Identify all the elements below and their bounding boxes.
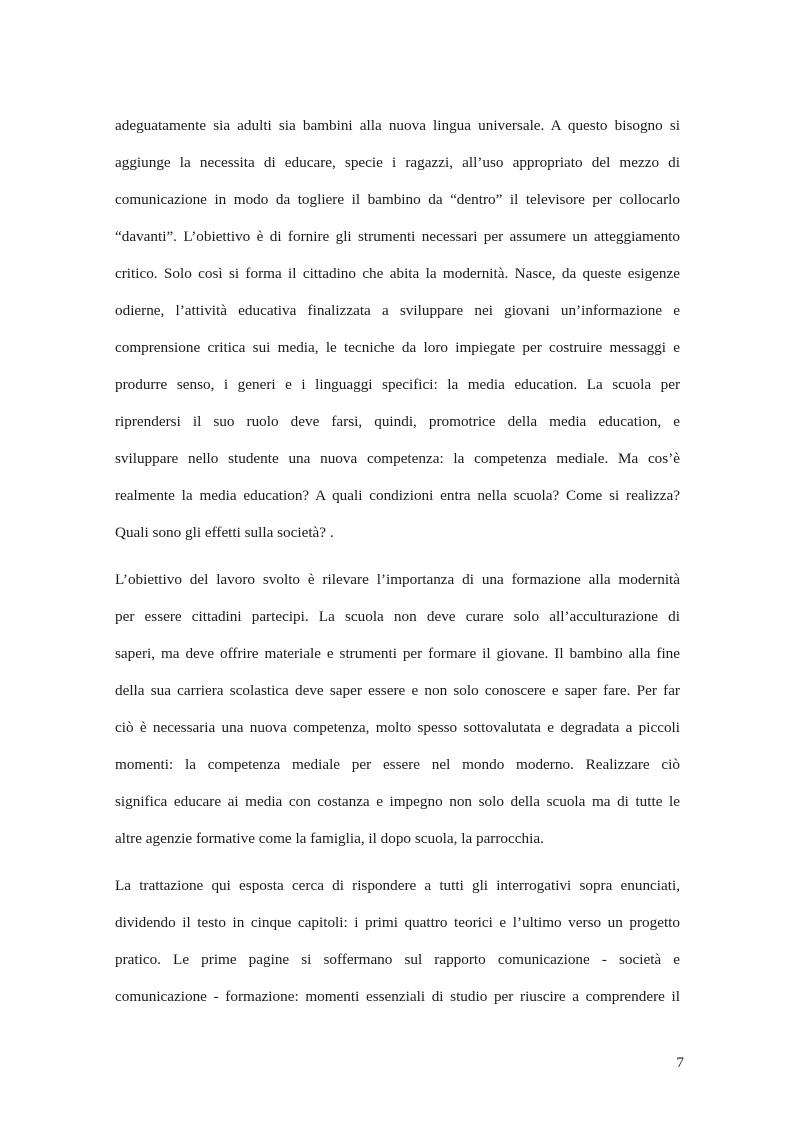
text-line: momenti: la competenza mediale per essere nel mondo moderno. Realizzare ciò <box>115 756 680 773</box>
paragraph-2 <box>115 561 680 857</box>
text-line: La trattazione qui esposta cerca di rispondere a tutti gli interrogativi sopra enunciati, <box>115 877 680 894</box>
paragraph-1 <box>115 107 680 551</box>
text-line: odierne, l’attività educativa finalizzata a sviluppare nei giovani un’informazione e <box>115 302 680 319</box>
page-body <box>115 107 680 1015</box>
text-line: aggiunge la necessita di educare, specie i ragazzi, all’uso appropriato del mezzo di <box>115 154 680 171</box>
text-line: adeguatamente sia adulti sia bambini alla nuova lingua universale. A questo bisogno si <box>115 117 680 134</box>
text-line: altre agenzie formative come la famiglia, il dopo scuola, la parrocchia. <box>115 830 544 847</box>
text-line: per essere cittadini partecipi. La scuola non deve curare solo all’acculturazione di <box>115 608 680 625</box>
text-line: comprensione critica sui media, le tecniche da loro impiegate per costruire messaggi e <box>115 339 680 356</box>
text-line: Quali sono gli effetti sulla società? . <box>115 524 334 541</box>
text-line: sviluppare nello studente una nuova competenza: la competenza mediale. Ma cos’è <box>115 450 680 467</box>
text-line: ciò è necessaria una nuova competenza, molto spesso sottovalutata e degradata a piccoli <box>115 719 680 736</box>
text-line: critico. Solo così si forma il cittadino che abita la modernità. Nasce, da queste esigenze <box>115 265 680 282</box>
text-line: L’obiettivo del lavoro svolto è rilevare l’importanza di una formazione alla modernità <box>115 571 680 588</box>
text-line: realmente la media education? A quali condizioni entra nella scuola? Come si realizza? <box>115 487 680 504</box>
text-line: comunicazione in modo da togliere il bambino da “dentro” il televisore per collocarlo <box>115 191 680 208</box>
text-line: comunicazione - formazione: momenti essenziali di studio per riuscire a comprendere il <box>115 988 680 1005</box>
text-line: produrre senso, i generi e i linguaggi specifici: la media education. La scuola per <box>115 376 680 393</box>
paragraph-3 <box>115 867 680 1015</box>
text-line: riprendersi il suo ruolo deve farsi, quindi, promotrice della media education, e <box>115 413 680 430</box>
text-line: saperi, ma deve offrire materiale e strumenti per formare il giovane. Il bambino alla fine <box>115 645 680 662</box>
text-line: dividendo il testo in cinque capitoli: i primi quattro teorici e l’ultimo verso un progetto <box>115 914 680 931</box>
page-number: 7 <box>676 1054 684 1071</box>
text-line: significa educare ai media con costanza e impegno non solo della scuola ma di tutte le <box>115 793 680 810</box>
text-line: pratico. Le prime pagine si soffermano sul rapporto comunicazione - società e <box>115 951 680 968</box>
text-line: “davanti”. L’obiettivo è di fornire gli strumenti necessari per assumere un atteggiamento <box>115 228 680 245</box>
text-line: della sua carriera scolastica deve saper essere e non solo conoscere e saper fare. Per far <box>115 682 680 699</box>
